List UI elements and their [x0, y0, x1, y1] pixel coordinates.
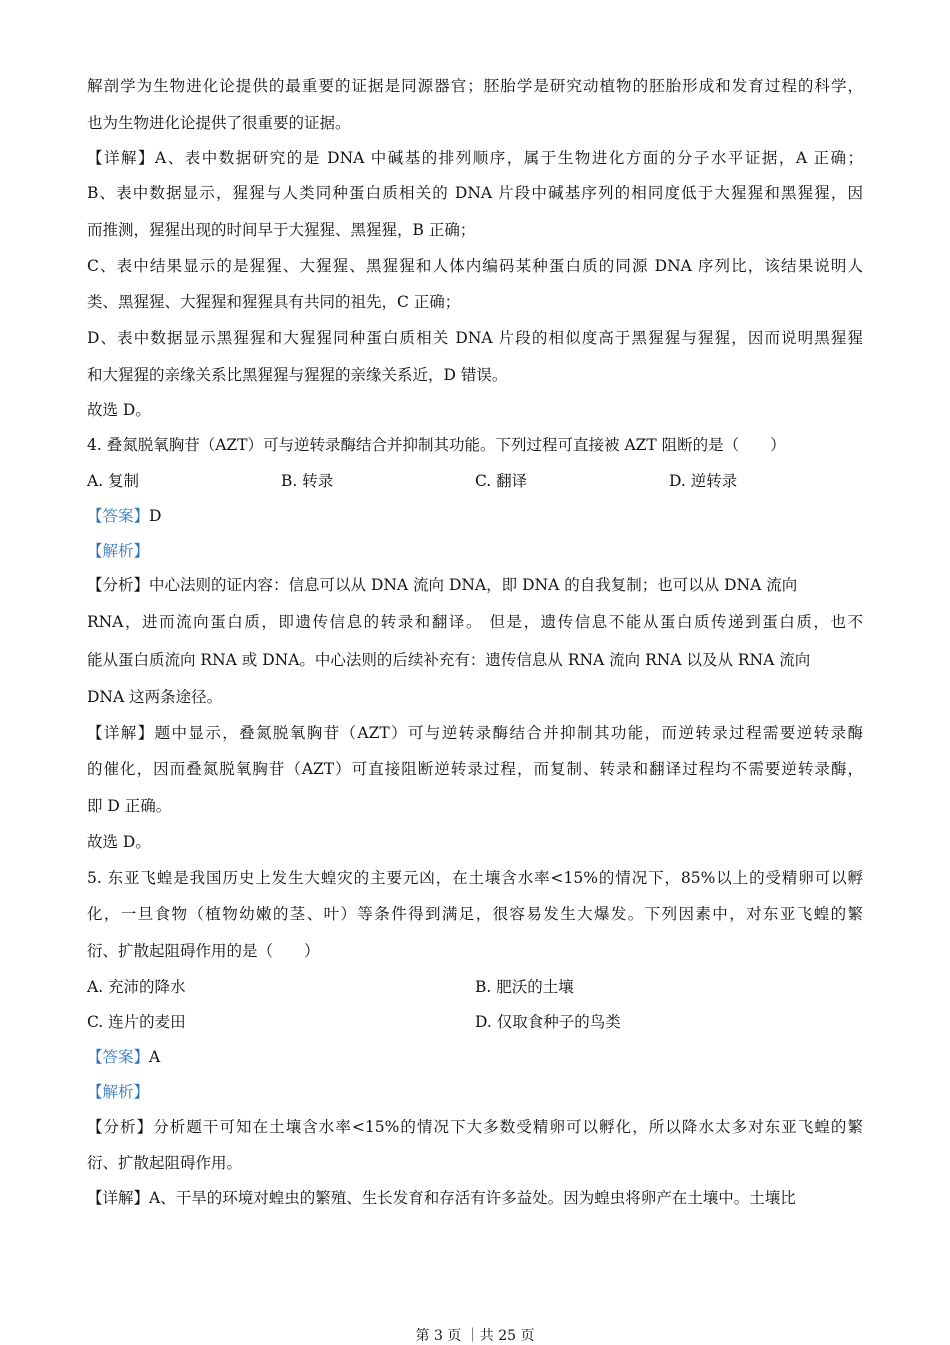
- text-line: [87, 256, 863, 276]
- text-line: [87, 328, 863, 348]
- line-text: DNA 这两条途径。: [87, 688, 223, 706]
- section-label: 【分析】: [87, 1118, 154, 1136]
- line-text: 也为生物进化论提供了很重要的证据。: [87, 114, 351, 132]
- text-line: [87, 1188, 863, 1208]
- line-text: 衍、扩散起阻碍作用。: [87, 1154, 243, 1172]
- answer-option: B. 转录: [281, 472, 334, 490]
- text-line: [87, 435, 863, 455]
- answer-option: C. 翻译: [475, 472, 528, 490]
- text-line: [87, 1153, 863, 1173]
- section-label: 【详解】: [87, 1189, 150, 1207]
- text-line: [87, 1047, 863, 1067]
- answer-option: D. 仅取食种子的鸟类: [475, 1013, 621, 1031]
- answer-option: D. 逆转录: [669, 472, 738, 490]
- answer-option: A. 复制: [87, 472, 140, 490]
- line-text: D、表中数据显示黑猩猩和大猩猩同种蛋白质相关 DNA 片段的相似度高于黑猩猩与猩猩，因而说明黑猩猩: [87, 329, 863, 347]
- text-line: [87, 220, 863, 240]
- text-line: [87, 1117, 863, 1137]
- text-line: [87, 148, 863, 168]
- line-text: C、表中结果显示的是猩猩、大猩猩、黑猩猩和人体内编码某种蛋白质的同源 DNA 序列比，该结果说明人: [87, 257, 863, 275]
- text-line: [87, 1082, 863, 1102]
- text-line: [87, 575, 863, 595]
- line-text: 4. 叠氮脱氧胸苷（AZT）可与逆转录酶结合并抑制其功能。下列过程可直接被 AZT 阻断的是（ ）: [87, 436, 786, 454]
- answer-option: C. 连片的麦田: [87, 1013, 186, 1031]
- text-line: [87, 183, 863, 203]
- section-label: 【答案】: [87, 1048, 150, 1066]
- section-label: 【答案】: [87, 507, 150, 525]
- line-text: A、干旱的环境对蝗虫的繁殖、生长发育和存活有许多益处。因为蝗虫将卵产在土壤中。土壤比: [149, 1189, 796, 1207]
- line-text: A: [149, 1048, 161, 1066]
- line-text: 题中显示，叠氮脱氧胸苷（AZT）可与逆转录酶结合并抑制其功能，而逆转录过程需要逆转录酶: [154, 724, 863, 742]
- line-text: D: [149, 507, 162, 525]
- line-text: A、表中数据研究的是 DNA 中碱基的排列顺序，属于生物进化方面的分子水平证据，A 正确；: [155, 149, 863, 167]
- text-line: [87, 541, 863, 561]
- text-line: [87, 941, 863, 961]
- answer-option: B. 肥沃的土壤: [475, 978, 574, 996]
- line-text: 的催化，因而叠氮脱氧胸苷（AZT）可直接阻断逆转录过程，而复制、转录和翻译过程均不需要逆转录酶，: [87, 760, 863, 778]
- page-footer: 第 3 页 ｜共 25 页: [415, 1328, 535, 1344]
- text-line: [87, 612, 863, 632]
- line-text: 类、黑猩猩、大猩猩和猩猩具有共同的祖先，C 正确；: [87, 293, 461, 311]
- line-text: 分析题干可知在土壤含水率<15%的情况下大多数受精卵可以孵化，所以降水太多对东亚飞蝗的繁: [153, 1118, 863, 1136]
- text-line: [87, 650, 863, 670]
- line-text: 能从蛋白质流向 RNA 或 DNA。中心法则的后续补充有：遗传信息从 RNA 流向 RNA 以及从 RNA 流向: [87, 651, 811, 669]
- text-line: [87, 506, 863, 526]
- answer-option: A. 充沛的降水: [87, 978, 186, 996]
- section-label: 【详解】: [87, 149, 156, 167]
- text-line: [87, 904, 863, 924]
- section-label: 【详解】: [87, 724, 155, 742]
- section-label: 【分析】: [87, 576, 150, 594]
- line-text: 故选 D。: [87, 401, 151, 419]
- line-text: B、表中数据显示，猩猩与人类同种蛋白质相关的 DNA 片段中碱基序列的相同度低于大猩猩和黑猩猩，因: [87, 184, 863, 202]
- section-label: 【解析】: [87, 1083, 150, 1101]
- line-text: 中心法则的证内容：信息可以从 DNA 流向 DNA，即 DNA 的自我复制；也可以从 DNA 流向: [149, 576, 798, 594]
- text-line: [87, 113, 863, 133]
- text-line: [87, 796, 863, 816]
- text-line: [87, 76, 863, 96]
- text-line: [87, 400, 863, 420]
- line-text: 化，一旦食物（植物幼嫩的茎、叶）等条件得到满足，很容易发生大爆发。下列因素中，对东亚飞蝗的繁: [87, 905, 863, 923]
- text-line: [87, 365, 863, 385]
- line-text: 衍、扩散起阻碍作用的是（ ）: [87, 942, 320, 960]
- line-text: 而推测，猩猩出现的时间早于大猩猩、黑猩猩，B 正确；: [87, 221, 476, 239]
- text-line: [87, 687, 863, 707]
- line-text: RNA，进而流向蛋白质，即遗传信息的转录和翻译。 但是，遗传信息不能从蛋白质传递到蛋白质，也不: [87, 613, 863, 631]
- text-line: [87, 292, 863, 312]
- section-label: 【解析】: [87, 542, 150, 560]
- line-text: 和大猩猩的亲缘关系比黑猩猩与猩猩的亲缘关系近，D 错误。: [87, 366, 508, 384]
- line-text: 即 D 正确。: [87, 797, 172, 815]
- text-line: [87, 723, 863, 743]
- text-line: [87, 832, 863, 852]
- line-text: 解剖学为生物进化论提供的最重要的证据是同源器官；胚胎学是研究动植物的胚胎形成和发育过程的科学，: [87, 77, 863, 95]
- text-line: [87, 868, 863, 888]
- text-line: [87, 759, 863, 779]
- line-text: 故选 D。: [87, 833, 151, 851]
- line-text: 5. 东亚飞蝗是我国历史上发生大蝗灾的主要元凶，在土壤含水率<15%的情况下，85%以上的受精卵可以孵: [87, 869, 863, 887]
